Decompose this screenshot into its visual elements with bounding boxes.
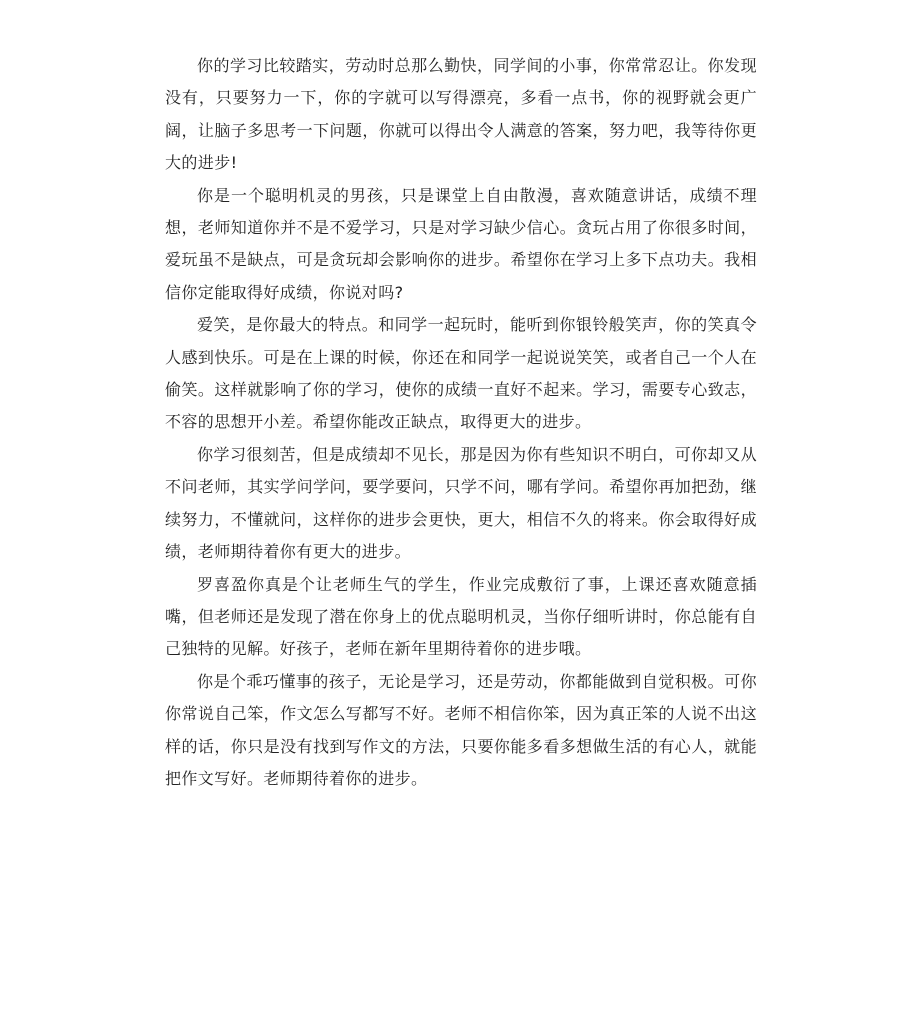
paragraph-6: 你是个乖巧懂事的孩子，无论是学习，还是劳动，你都能做到自觉积极。可你你常说自己笨，作文怎么写都写不好。老师不相信你笨，因为真正笨的人说不出这样的话，你只是没有找到写作文的方法，只要你能多看多想做生活的有心人，就能把作文写好。老师期待着你的进步。 (165, 671, 757, 788)
paragraph-3: 爱笑，是你最大的特点。和同学一起玩时，能听到你银铃般笑声，你的笑真令人感到快乐。可是在上课的时候，你还在和同学一起说说笑笑，或者自己一个人在偷笑。这样就影响了你的学习，使你的成绩一直好不起来。学习，需要专心致志，不容的思想开小差。希望你能改正缺点，取得更大的进步。 (165, 315, 757, 432)
paragraph-5: 罗喜盈你真是个让老师生气的学生，作业完成敷衍了事，上课还喜欢随意插嘴，但老师还是发现了潜在你身上的优点聪明机灵，当你仔细听讲时，你总能有自己独特的见解。好孩子，老师在新年里期待着你的进步哦。 (165, 574, 757, 659)
paragraph-2: 你是一个聪明机灵的男孩，只是课堂上自由散漫，喜欢随意讲话，成绩不理想，老师知道你并不是不爱学习，只是对学习缺少信心。贪玩占用了你很多时间，爱玩虽不是缺点，可是贪玩却会影响你的进步。希望你在学习上多下点功夫。我相信你定能取得好成绩，你说对吗? (165, 185, 757, 302)
paragraph-4: 你学习很刻苦，但是成绩却不见长，那是因为你有些知识不明白，可你却又从不问老师，其实学问学问，要学要问，只学不问，哪有学问。希望你再加把劲，继续努力，不懂就问，这样你的进步会更快，更大，相信不久的将来。你会取得好成绩，老师期待着你有更大的进步。 (165, 444, 757, 562)
paragraph-1: 你的学习比较踏实，劳动时总那么勤快，同学间的小事，你常常忍让。你发现没有，只要努力一下，你的字就可以写得漂亮，多看一点书，你的视野就会更广阔，让脑子多思考一下问题，你就可以得出令人满意的答案，努力吧，我等待你更大的进步! (165, 56, 757, 173)
document-page (165, 50, 757, 795)
